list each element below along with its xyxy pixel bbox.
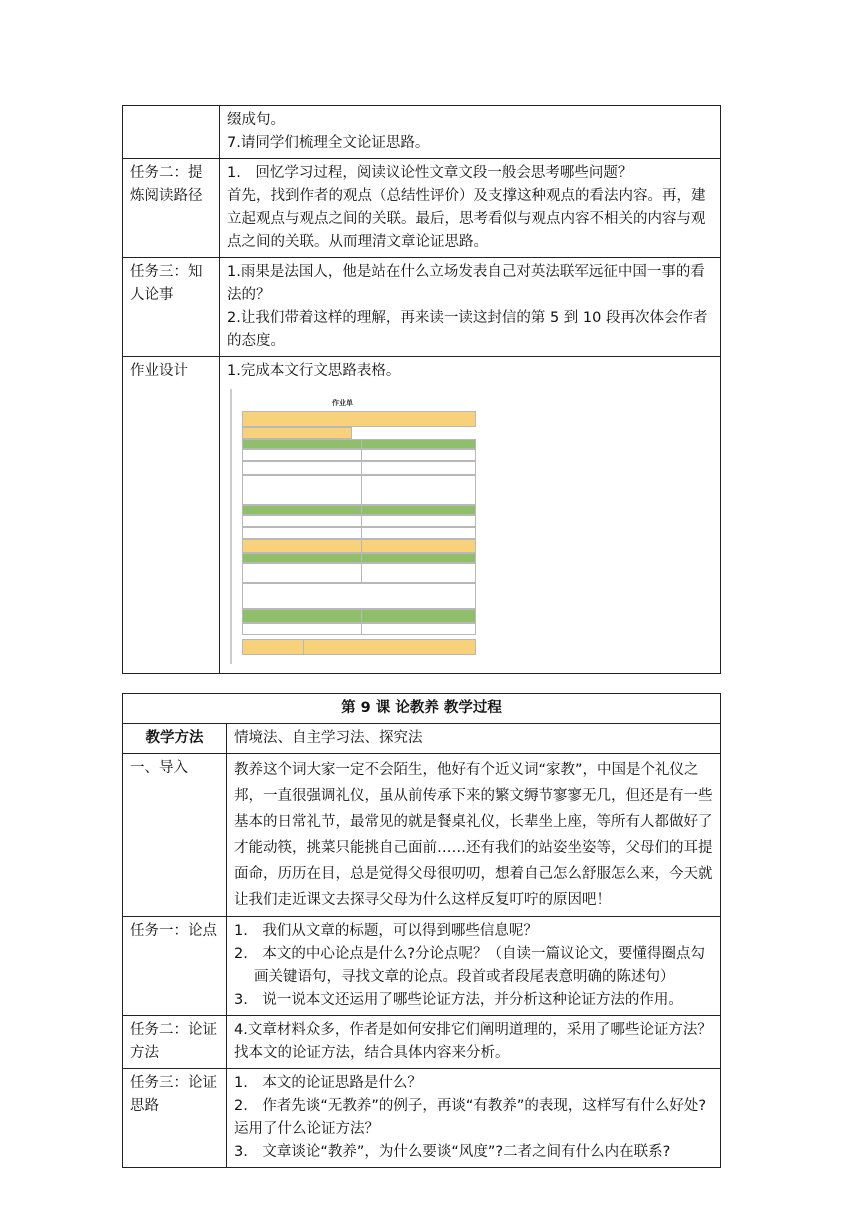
row-label: 任务二：论证方法 <box>123 1016 227 1069</box>
table-row <box>123 724 721 754</box>
worksheet-row <box>242 553 476 563</box>
worksheet-row <box>242 427 352 439</box>
table-row <box>123 1069 721 1168</box>
table-row <box>123 1016 721 1069</box>
list-item: 3. 说一说本文还运用了哪些论证方法，并分析这种论证方法的作用。 <box>234 992 683 1008</box>
text-line: 1.雨果是法国人，他是站在什么立场发表自己对英法联军远征中国一事的看法的？ <box>227 264 705 303</box>
row-label: 任务二：提炼阅读路径 <box>123 159 220 258</box>
list-item: 1. 我们从文章的标题，可以得到哪些信息呢？ <box>234 923 538 939</box>
row-label: 作业设计 <box>123 357 220 674</box>
worksheet-title: 作业单 <box>332 399 353 407</box>
worksheet-row <box>242 515 476 527</box>
worksheet-row <box>242 623 476 635</box>
text-line: 1. 回忆学习过程，阅读议论性文章文段一般会思考哪些问题？ <box>227 165 633 181</box>
lesson-table-2 <box>122 693 721 1168</box>
worksheet-row <box>242 527 476 539</box>
list-item: 3. 文章谈论“教养”，为什么要谈“风度”?二者之间有什么内在联系? <box>234 1144 671 1160</box>
worksheet-row <box>242 439 476 449</box>
row-content <box>220 106 721 159</box>
worksheet-row <box>242 475 476 505</box>
row-label: 教学方法 <box>123 724 227 754</box>
row-content <box>227 1069 721 1168</box>
row-content: 4.文章材料众多，作者是如何安排它们阐明道理的，采用了哪些论证方法？找本文的论证方法，结合具体内容来分析。 <box>227 1016 721 1069</box>
row-label: 任务一：论点 <box>123 917 227 1016</box>
row-content <box>220 357 721 674</box>
row-content: 教养这个词大家一定不会陌生，他好有个近义词“家教”，中国是个礼仪之邦，一直很强调礼仪，虽从前传承下来的繁文缛节寥寥无几，但还是有一些基本的日常礼节，最常见的就是餐桌礼仪，长辈坐上座，等所有人都做好了才能动筷，挑菜只能挑自己面前……还有我们的站姿坐姿等，父母们的耳提面命，历历在目，总是觉得父母很叨叨，想着自己怎么舒服怎么来，今天就让我们走近课文去探寻父母为什么这样反复叮咛的原因吧！ <box>227 754 721 917</box>
text-line: 缀成句。 <box>227 112 285 128</box>
lesson-table-1 <box>122 105 721 674</box>
row-label-empty <box>123 106 220 159</box>
worksheet-row <box>242 461 476 475</box>
worksheet-row <box>242 449 476 461</box>
table-row <box>123 106 721 159</box>
table-title-row <box>123 694 721 724</box>
list-item: 1. 本文的论证思路是什么？ <box>234 1075 422 1091</box>
table-title: 第 9 课 论教养 教学过程 <box>123 694 721 724</box>
worksheet-row <box>242 639 476 655</box>
text-line: 2.让我们带着这样的理解，再来读一读这封信的第 5 到 10 段再次体会作者的态度。 <box>227 310 708 349</box>
text-line: 1.完成本文行文思路表格。 <box>227 363 401 379</box>
table-row <box>123 917 721 1016</box>
row-label: 一、导入 <box>123 754 227 917</box>
row-label: 任务三：知人论事 <box>123 258 220 357</box>
worksheet-row <box>242 609 476 623</box>
worksheet-row <box>242 539 476 553</box>
row-content <box>227 917 721 1016</box>
worksheet-image <box>230 389 472 664</box>
text-line: 7.请同学们梳理全文论证思路。 <box>227 135 430 151</box>
worksheet-row <box>242 505 476 515</box>
row-content <box>220 258 721 357</box>
table-row <box>123 357 721 674</box>
table-row <box>123 159 721 258</box>
list-item: 2. 作者先谈“无教养”的例子，再谈“有教养”的表现，这样写有什么好处?运用了什么论证方法？ <box>234 1098 707 1137</box>
worksheet-row <box>242 563 476 583</box>
worksheet-row <box>242 411 476 427</box>
row-content: 情境法、自主学习法、探究法 <box>227 724 721 754</box>
worksheet-row <box>242 583 476 609</box>
row-content <box>220 159 721 258</box>
table-row <box>123 258 721 357</box>
text-line: 首先，找到作者的观点（总结性评价）及支撑这种观点的看法内容。再，建立起观点与观点之间的关联。最后，思考看似与观点内容不相关的内容与观点之间的关联。从而理清文章论证思路。 <box>227 188 706 250</box>
list-item: 2. 本文的中心论点是什么?分论点呢？（自读一篇议论文，要懂得圈点勾画关键语句，寻找文章的论点。段首或者段尾表意明确的陈述句） <box>234 946 706 985</box>
table-row <box>123 754 721 917</box>
row-label: 任务三：论证思路 <box>123 1069 227 1168</box>
